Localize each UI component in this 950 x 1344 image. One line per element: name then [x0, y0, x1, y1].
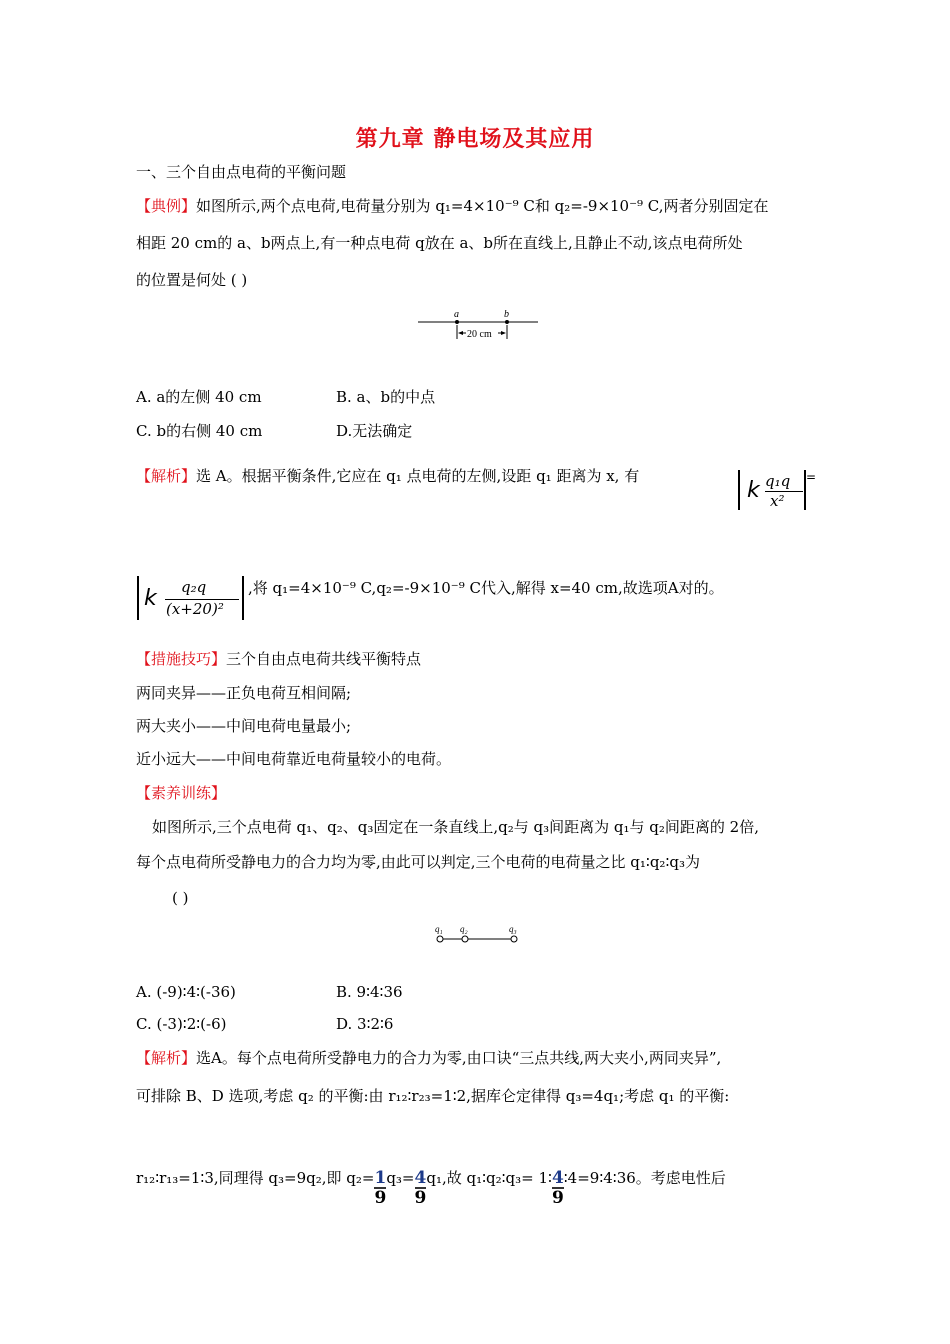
- figure-ab-segment: [416, 305, 540, 345]
- formula1-numerator: q₁q: [765, 472, 791, 490]
- formula2-denominator: (x+20)²: [166, 600, 224, 618]
- training-option-d: D. 3∶2∶6: [336, 1015, 394, 1033]
- training-tag: 【素养训练】: [136, 784, 227, 802]
- tips-line-2: 两大夹小——中间电荷电量最小;: [136, 717, 352, 735]
- analysis-tag: 【解析】: [136, 467, 197, 485]
- example-line-3: 的位置是何处 ( ): [136, 271, 248, 289]
- chapter-title: 第九章 静电场及其应用: [355, 127, 595, 152]
- analysis2-text-1: 选A。每个点电荷所受静电力的合力为零,由口诀“三点共线,两大夹小,两同夹异”,: [196, 1049, 722, 1067]
- tips-line-1: 两同夹异——正负电荷互相间隔;: [136, 684, 352, 702]
- formula2-numerator: q₂q: [181, 578, 207, 596]
- analysis2-line-1: [136, 1047, 721, 1069]
- analysis-text-1: 选 A。根据平衡条件,它应在 q₁ 点电荷的左侧,设距 q₁ 距离为 x, 有: [196, 467, 640, 485]
- example-text-1: 如图所示,两个点电荷,电荷量分别为 q₁=4×10⁻⁹ C和 q₂=-9×10⁻⁹ C,两者分别固定在: [196, 197, 769, 215]
- formula-force-1: [738, 470, 817, 512]
- figure-three-charges: [430, 922, 522, 948]
- training-line-1: 如图所示,三个点电荷 q₁、q₂、q₃固定在一条直线上,q₂与 q₃间距离为 q₁与 q₂间距离的 2倍,: [152, 818, 759, 836]
- example-tag: 【典例】: [136, 197, 197, 215]
- formula-force-2: [137, 574, 247, 624]
- training-option-b: B. 9∶4∶36: [336, 983, 403, 1001]
- example-line-1: [136, 195, 769, 217]
- option-a: A. a的左侧 40 cm: [136, 388, 262, 406]
- option-c: C. b的右侧 40 cm: [136, 422, 263, 440]
- figure-label-q3: q₃: [509, 924, 517, 934]
- figure-distance-label: 20 cm: [467, 329, 492, 340]
- example-line-2: 相距 20 cm的 a、b两点上,有一种点电荷 q放在 a、b所在直线上,且静止不动,该点电荷所处: [136, 234, 743, 252]
- section-heading: 一、三个自由点电荷的平衡问题: [136, 163, 347, 181]
- training-line-3: ( ): [172, 889, 189, 907]
- formula1-denominator: x²: [770, 492, 785, 510]
- tips-tag: 【措施技巧】: [136, 650, 227, 668]
- analysis2-text-3d: ∶4=9∶4∶36。考虑电性后: [563, 1169, 726, 1187]
- formula1-equals: =: [806, 470, 817, 484]
- figure-label-a: a: [454, 309, 459, 320]
- fraction-four-ninths: $\frac{4}{9}$: [414, 1168, 427, 1208]
- option-b: B. a、b的中点: [336, 388, 436, 406]
- figure-label-b: b: [504, 309, 509, 320]
- analysis2-text-3a: r₁₂∶r₁₃=1∶3,同理得 q₃=9q₂,即 q₂=: [136, 1169, 375, 1187]
- training-option-c: C. (-3)∶2∶(-6): [136, 1015, 227, 1033]
- formula1-k: k: [747, 478, 760, 503]
- option-d: D.无法确定: [336, 422, 413, 440]
- fraction-one-ninth: $\frac{1}{9}$: [374, 1168, 387, 1208]
- analysis2-text-3b: q₃=: [386, 1169, 415, 1187]
- figure-label-q1: q₁: [435, 924, 443, 934]
- fraction-four-ninths-2: $\frac{4}{9}$: [551, 1168, 564, 1208]
- analysis2-line-3: [136, 1160, 726, 1208]
- formula2-k: k: [144, 586, 157, 611]
- analysis2-tag: 【解析】: [136, 1049, 197, 1067]
- tips-heading-line: [136, 648, 421, 670]
- tips-heading: 三个自由点电荷共线平衡特点: [226, 650, 422, 668]
- training-option-a: A. (-9)∶4∶(-36): [136, 983, 236, 1001]
- analysis2-line-2: 可排除 B、D 选项,考虑 q₂ 的平衡:由 r₁₂∶r₂₃=1∶2,据库仑定律得 q₃=4q₁;考虑 q₁ 的平衡:: [136, 1087, 730, 1105]
- analysis-line-2: ,将 q₁=4×10⁻⁹ C,q₂=-9×10⁻⁹ C代入,解得 x=40 cm,故选项A对的。: [248, 579, 724, 597]
- analysis-line-1: [136, 465, 639, 487]
- analysis2-text-3c: q₁,故 q₁∶q₂∶q₃= 1∶: [426, 1169, 552, 1187]
- figure-label-q2: q₂: [460, 924, 468, 934]
- tips-line-3: 近小远大——中间电荷靠近电荷量较小的电荷。: [136, 750, 452, 768]
- training-line-2: 每个点电荷所受静电力的合力均为零,由此可以判定,三个电荷的电荷量之比 q₁∶q₂∶q₃为: [136, 853, 700, 871]
